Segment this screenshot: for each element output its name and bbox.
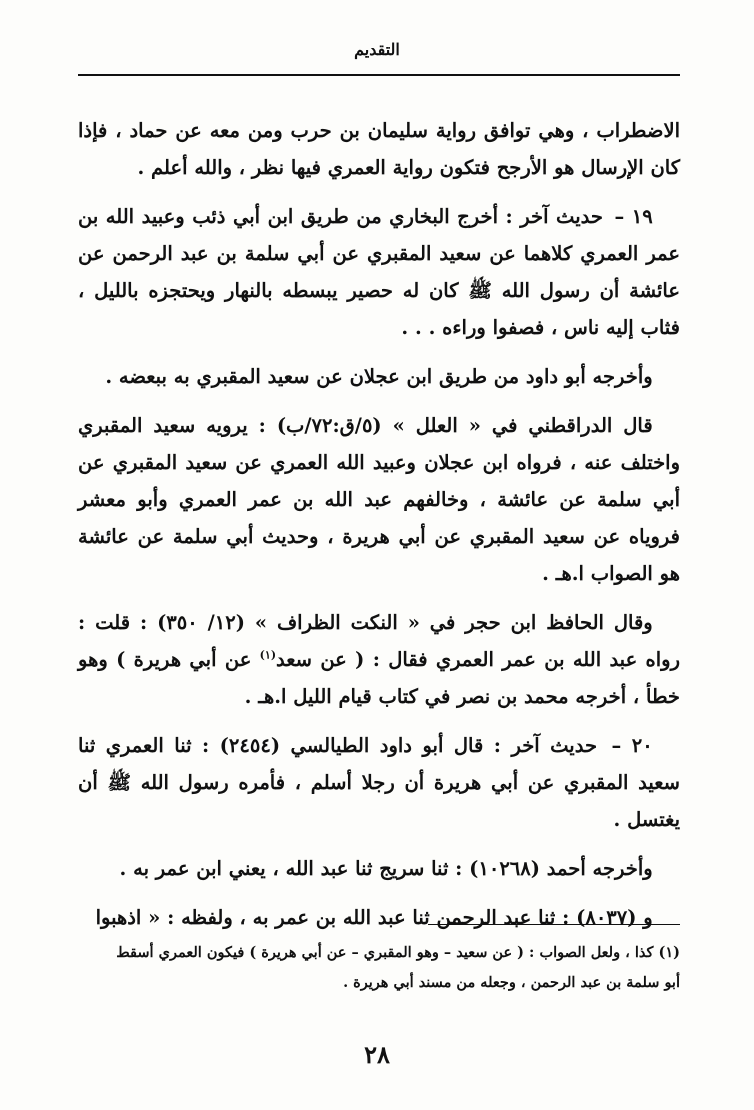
paragraph-5 (78, 604, 680, 715)
footnote-line-2: أبو سلمة بن عبد الرحمن ، وجعله من مسند أبي هريرة . (343, 974, 680, 991)
paragraph-hadith-19 (78, 198, 680, 346)
paragraph-hadith-20 (78, 727, 680, 838)
paragraph-text: وقال الحافظ ابن حجر في « النكت الظراف » (١٢/ ٣٥٠) : قلت : رواه عبد الله بن عمر العمري فقال : ( عن سعد (78, 611, 680, 671)
hadith-number: ٢٠ – (611, 734, 653, 757)
paragraph-text: وأخرجه أحمد (١٠٢٦٨) : ثنا سريج ثنا عبد الله ، يعني ابن عمر به . (119, 857, 653, 880)
hadith-lead: حديث آخر : (493, 734, 598, 757)
paragraph-text: الاضطراب ، وهي توافق رواية سليمان بن حرب ومن معه عن حماد ، فإذا كان الإرسال هو الأرجح فتكون رواية العمري فيها نظر ، والله أعلم . (78, 119, 680, 179)
hadith-lead: حديث آخر : (505, 205, 603, 228)
page-number: ٢٨ (364, 1040, 390, 1069)
paragraph-text: أخرج البخاري من طريق ابن أبي ذئب وعبيد الله بن عمر العمري كلاهما عن سعيد المقبري عن أبي سلمة بن عبد الرحمن عن عائشة أن رسول الله ﷺ كان له حصير يبسطه بالنهار ويحتجزه بالليل ، فثاب إليه ناس ، فصفوا وراءه . . . (78, 205, 680, 339)
paragraph-8 (78, 899, 680, 936)
footnote (78, 938, 680, 998)
main-text (78, 112, 680, 948)
paragraph-text: عن أبي هريرة ) وهو خطأ ، أخرجه محمد بن نصر في كتاب قيام الليل ا.هـ . (78, 648, 680, 708)
paragraph-7 (78, 850, 680, 887)
paragraph-4 (78, 407, 680, 592)
paragraph-1 (78, 112, 680, 186)
paragraph-text: قال أبو داود الطيالسي (٢٤٥٤) : ثنا العمري ثنا سعيد المقبري عن أبي هريرة أن رجلا أسلم ، فأمره رسول الله ﷺ أن يغتسل . (78, 734, 680, 831)
paragraph-3 (78, 358, 680, 395)
footnote-line-1: (١) كذا ، ولعل الصواب : ( عن سعيد – وهو المقبري – عن أبي هريرة ) فيكون العمري أسقط (116, 944, 680, 961)
hadith-number: ١٩ – (614, 205, 653, 228)
header-rule (78, 74, 680, 76)
running-head: التقديم (354, 40, 400, 59)
paragraph-text: وأخرجه أبو داود من طريق ابن عجلان عن سعيد المقبري به ببعضه . (105, 365, 653, 388)
footnote-marker: (١) (259, 648, 277, 662)
paragraph-text: قال الدراقطني في « العلل » (٥/ق:٧٢/ب) : يرويه سعيد المقبري واختلف عنه ، فرواه ابن عجلان وعبيد الله العمري عن سعيد المقبري عن أبي سلمة عن عائشة ، وخالفهم عبد الله بن عمر العمري وأبو معشر فروياه عن سعيد المقبري عن أبي هريرة ، وحديث أبي سلمة عن عائشة هو الصواب ا.هـ . (78, 414, 680, 585)
paragraph-text: و (٨٠٣٧) : ثنا عبد الرحمن ثنا عبد الله بن عمر به ، ولفظه : « اذهبوا (95, 906, 653, 929)
footnote-rule (428, 924, 680, 925)
